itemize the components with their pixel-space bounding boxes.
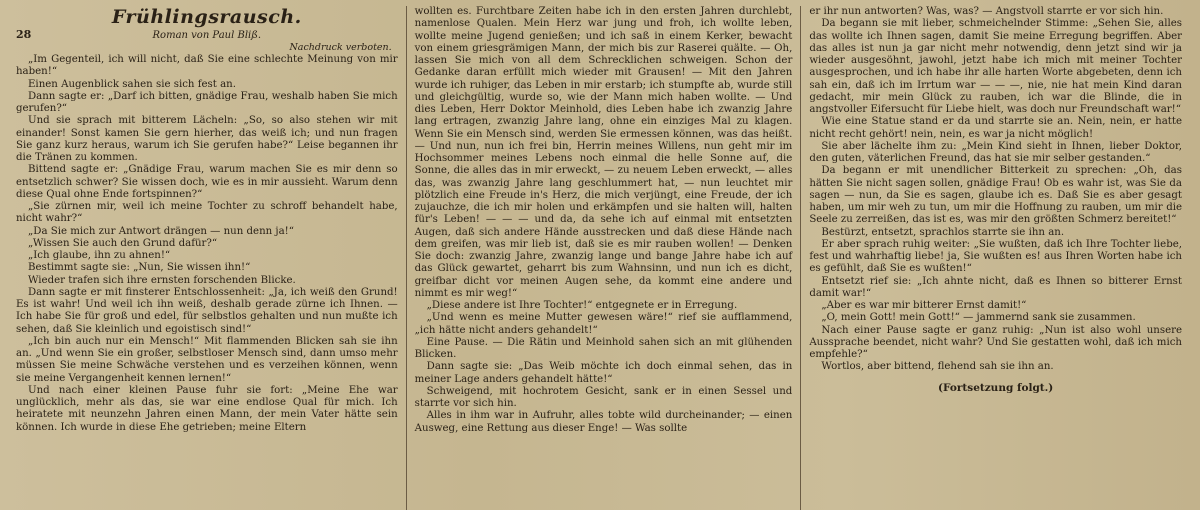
- paragraph: „Aber es war mir bitterer Ernst damit!“: [821, 300, 1027, 311]
- column-2: [406, 6, 801, 510]
- paragraph: „Und wenn es meine Mutter gewesen wäre!“ rief sie aufflammend, „ich hätte nicht anders gehandelt!“: [414, 312, 793, 336]
- paragraph: Dann sagte er: „Darf ich bitten, gnädige Frau, weshalb haben Sie mich gerufen?“: [16, 90, 398, 114]
- paragraph: Da begann er mit unendlicher Bitterkeit zu sprechen: „Oh, das hätten Sie nicht sagen sollen, gnädige Frau! Ob es wahr ist, was Sie da sagen — nun, da Sie es sagen, glaube ich es. Daß Sie es aber gesagt haben, um mir weh zu tun, um mir die Hoffnung zu rauben, um mir die Seele zu zerreißen, das ist es, was mir den größten Schmerz bereitet!“: [809, 165, 1182, 226]
- paragraph: Wortlos, aber bittend, flehend sah sie ihn an.: [821, 361, 1054, 373]
- paragraph: „Ich glaube, ihn zu ahnen!“: [28, 250, 171, 261]
- column-1-text: [16, 54, 398, 434]
- paragraph: „Im Gegenteil, ich will nicht, daß Sie eine schlechte Meinung von mir haben!“: [16, 54, 398, 78]
- paragraph: „Sie zürnen mir, weil ich meine Tochter zu schroff behandelt habe, nicht wahr?“: [16, 201, 398, 225]
- column-1: [8, 6, 406, 510]
- paragraph: Dann sagte er mit finsterer Entschlossenheit: „Ja, ich weiß den Grund! Es ist wahr! Und weil ich ihn weiß, deshalb gerade zürne ich Ihnen. — Ich habe Sie für groß und edel, für selbstlos gehalten und nun mußte ich sehen, daß Sie kleinlich und egoistisch sind!“: [16, 286, 398, 335]
- article-title: Frühlingsrausch.: [111, 6, 302, 28]
- paragraph: „Ich bin auch nur ein Mensch!“ Mit flammenden Blicken sah sie ihn an. „Und wenn Sie ein großer, selbstloser Mensch sind, dann umso mehr müssen Sie meine Schwäche verstehen und es verzeihen können, wenn sie meine Vergangenheit kennen lernen!“: [16, 335, 398, 384]
- paragraph: Wieder trafen sich ihre ernsten forschenden Blicke.: [28, 274, 296, 286]
- paragraph: Und sie sprach mit bitterem Lächeln: „So, so also stehen wir mit einander! Sonst kamen Sie gern hierher, das weiß ich; und nun fragen Sie ganz kurz heraus, warum ich Sie gerufen habe?“ Leise begannen ihr die Tränen zu kommen.: [16, 115, 398, 163]
- reprint-notice: Nachdruck verboten.: [289, 42, 392, 53]
- paragraph: Einen Augenblick sahen sie sich fest an.: [28, 78, 236, 90]
- paragraph: „Diese andere ist Ihre Tochter!“ entgegnete er in Erregung.: [426, 300, 738, 311]
- paragraph: Dann sagte sie: „Das Weib möchte ich doch einmal sehen, das in meiner Lage anders gehandelt hätte!“: [414, 361, 793, 385]
- column-3-text: [809, 6, 1182, 374]
- page-number: 28: [16, 28, 32, 41]
- paragraph: Eine Pause. — Die Rätin und Meinhold sahen sich an mit glühenden Blicken.: [414, 336, 793, 360]
- paragraph: „O, mein Gott! mein Gott!“ — jammernd sank sie zusammen.: [821, 312, 1136, 324]
- paragraph: Schweigend, mit hochrotem Gesicht, sank er in einen Sessel und starrte vor sich hin.: [414, 385, 793, 409]
- column-3: [800, 6, 1190, 510]
- paragraph: Alles in ihm war in Aufruhr, alles tobte wild durcheinander; — einen Ausweg, eine Rettung aus dieser Enge! — Was sollte: [414, 410, 793, 434]
- paragraph: Er aber sprach ruhig weiter: „Sie wußten, daß ich Ihre Tochter liebe, fest und wahrhaftig liebe! ja, Sie wußten es! aus Ihren Worten habe ich es gefühlt, daß Sie es wußten!“: [809, 238, 1182, 275]
- continuation-note: (Fortsetzung folgt.): [938, 381, 1054, 394]
- paragraph: Bestimmt sagte sie: „Nun, Sie wissen ihn!“: [28, 262, 251, 274]
- paragraph: Entsetzt rief sie: „Ich ahnte nicht, daß es Ihnen so bitterer Ernst damit war!“: [809, 275, 1182, 299]
- paragraph: „Wissen Sie auch den Grund dafür?“: [28, 237, 218, 249]
- column-2-text: [415, 6, 793, 435]
- paragraph: wollten es. Furchtbare Zeiten habe ich in den ersten Jahren durchlebt, namenlose Qualen. Mein Herz war jung und froh, ich wollte leben, wollte meine Jugend genießen; und ich saß in einem Kerker, bewacht von einem griesgrämigen Mann, der mich bis zur Raserei quälte. — Oh, lassen Sie mich von all dem Schrecklichen schweigen. Schon der Gedanke daran erfüllt mich wieder mit Grausen! — Mit den Jahren wurde ich ruhiger, das Leben in mir erstarb; ich stumpfte ab, wurde still und gleichgültig, wurde so, wie der Mann mich haben wollte. — Und dies Leben, Herr Doktor Meinhold, dies Leben habe ich zwanzig Jahre lang ertragen, zwanzig Jahre lang, ohne ein einziges Mal zu klagen. Wenn Sie ein Mensch sind, werden Sie ermessen können, was das heißt. — Und nun, nun ich frei bin, Herrin meines Willens, nun geht mir im Hochsommer meines Lebens noch einmal die helle Sonne auf, die Sonne, die alles das in mir erweckt, — zu neuem Leben erweckt, — alles das, was zwanzig Jahre lang geschlummert hat, — nun leuchtet mir plötzlich eine Freude in's Herz, die mich verjüngt, eine Freude, der ich zujauchze, die ich mir holen und erkämpfen und sie halten will, halten für's Leben! — — — und da, da sehe ich auf einmal mit entsetzten Augen, daß sich andere Hände ausstrecken und daß diese Hände nach dem greifen, was mir lieb ist, daß sie es mir rauben wollen! — Denken Sie doch: zwanzig Jahre, zwanzig lange und bange Jahre habe ich auf das Glück gewartet, geharrt bis zum Wahnsinn, und nun ich es dicht, greifbar dicht vor meinen Augen sehe, da kommt eine andere und nimmt es mir weg!“: [414, 6, 793, 299]
- paragraph: Da begann sie mit lieber, schmeichelnder Stimme: „Sehen Sie, alles das wollte ich Ihnen sagen, damit Sie meine Erregung begriffen. Aber das alles ist nun ja gar nicht mehr notwendig, denn jetzt sind wir ja wieder ausgesöhnt, jawohl, jetzt habe ich mich mit meiner Tochter ausgesprochen, und ich habe ihr alle harten Worte abgebeten, denn ich sah ein, daß ich im Irrtum war — — —, nie, nie hat mein Kind daran gedacht, mir mein Glück zu rauben, ich war die Blinde, die in angstvoller Eifersucht für Liebe hielt, was doch nur Freundschaft war!“: [809, 18, 1182, 115]
- byline: Roman von Paul Bliß.: [152, 30, 262, 41]
- paragraph: er ihr nun antworten? Was, was? — Angstvoll starrte er vor sich hin.: [809, 6, 1164, 17]
- paragraph: Bestürzt, entsetzt, sprachlos starrte sie ihn an.: [821, 226, 1065, 238]
- paragraph: Bittend sagte er: „Gnädige Frau, warum machen Sie es mir denn so entsetzlich schwer? Sie wissen doch, wie es in mir aussieht. Warum denn diese Qual ohne Ende fortspinnen?“: [16, 164, 398, 200]
- paragraph: Nach einer Pause sagte er ganz ruhig: „Nun ist also wohl unsere Aussprache beendet, nicht wahr? Und Sie gestatten wohl, daß ich mich empfehle?“: [809, 324, 1182, 360]
- paragraph: „Da Sie mich zur Antwort drängen — nun denn ja!“: [28, 225, 294, 237]
- paragraph: Wie eine Statue stand er da und starrte sie an. Nein, nein, er hatte nicht recht gehört! nein, nein, es war ja nicht möglich!: [809, 116, 1182, 140]
- paragraph: Sie aber lächelte ihm zu: „Mein Kind sieht in Ihnen, lieber Doktor, den guten, väterlichen Freund, das hat sie mir selber gestanden.“: [809, 140, 1182, 164]
- paragraph: Und nach einer kleinen Pause fuhr sie fort: „Meine Ehe war unglücklich, mehr als das, sie war eine endlose Qual für mich. Ich heiratete mit neunzehn Jahren einen Mann, der mein Vater hätte sein können. Ich wurde in diese Ehe getrieben; meine Eltern: [16, 384, 398, 433]
- byline-row: [16, 29, 398, 42]
